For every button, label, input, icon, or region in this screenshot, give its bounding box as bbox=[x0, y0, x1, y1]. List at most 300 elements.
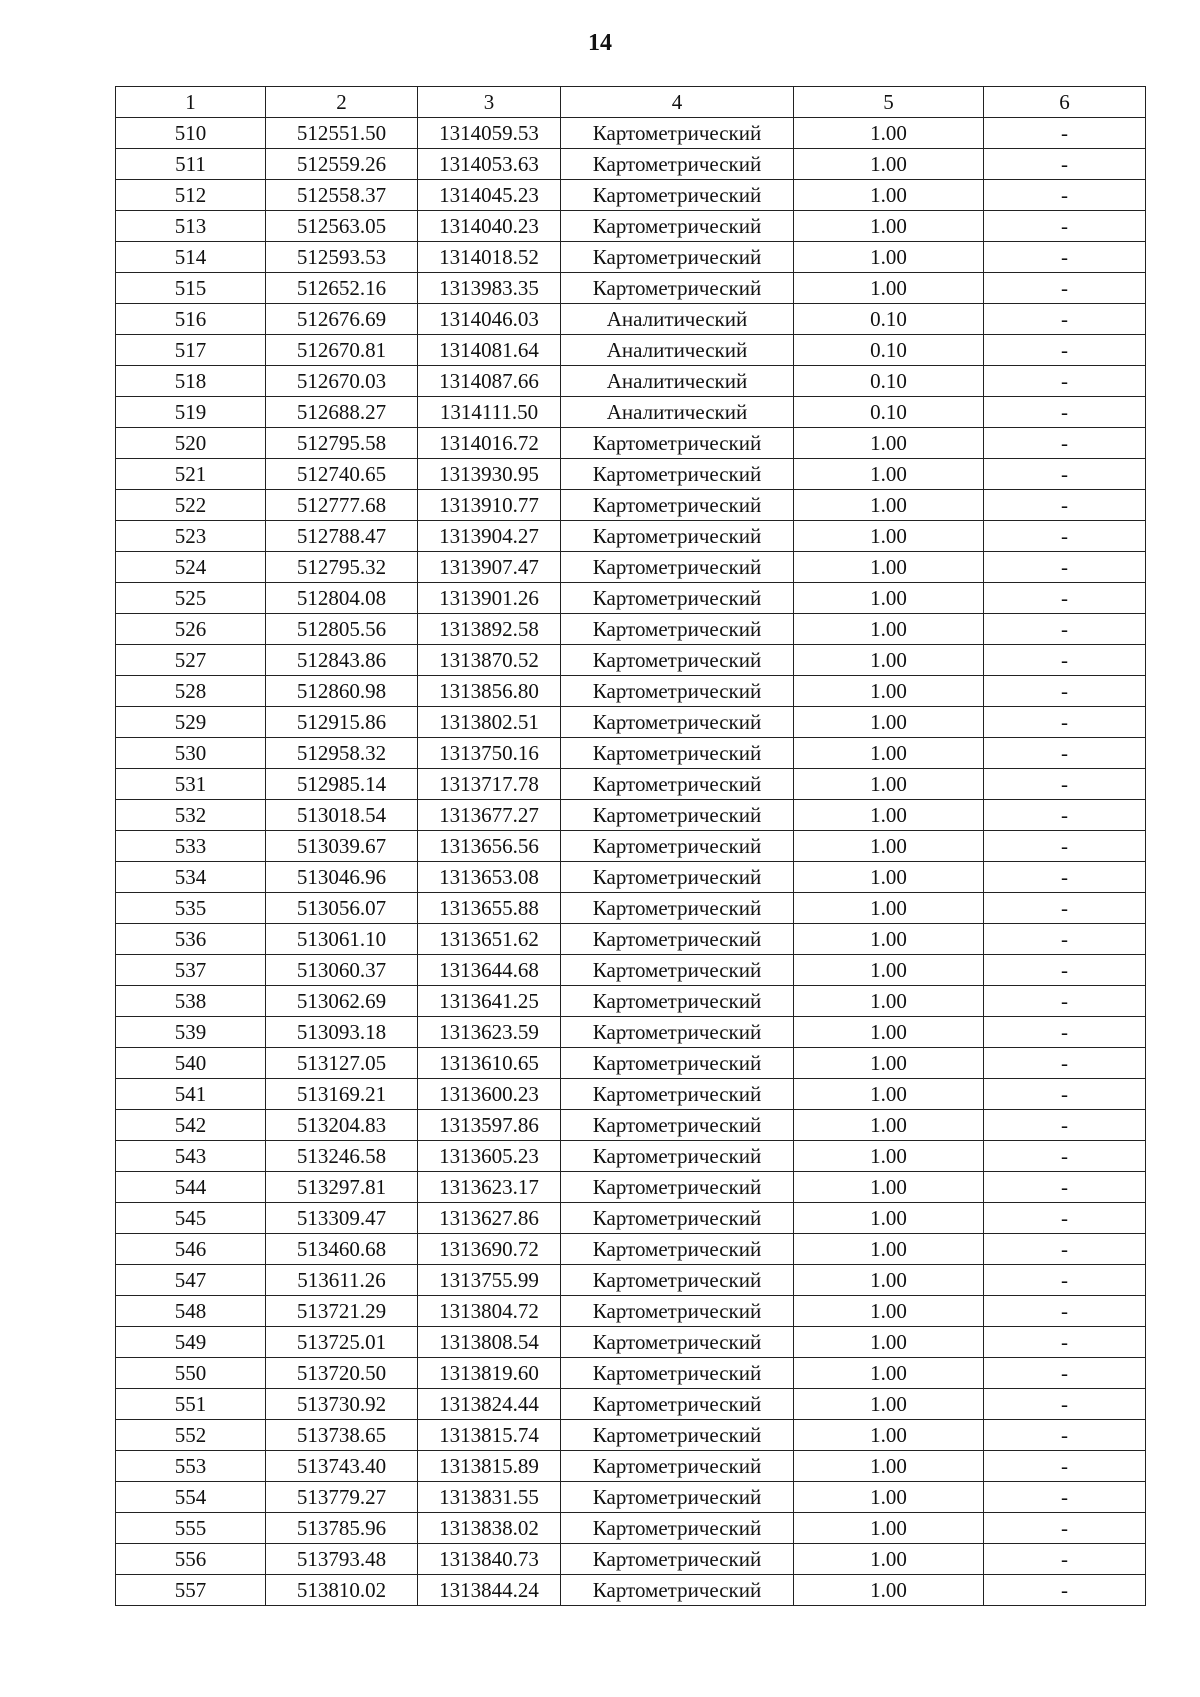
accuracy-cell: 1.00 bbox=[794, 1575, 984, 1606]
method-cell: Картометрический bbox=[561, 583, 794, 614]
method-cell: Картометрический bbox=[561, 1389, 794, 1420]
y-coordinate-cell: 1313653.08 bbox=[418, 862, 561, 893]
y-coordinate-cell: 1313804.72 bbox=[418, 1296, 561, 1327]
table-row bbox=[116, 1482, 1146, 1513]
x-coordinate-cell: 512788.47 bbox=[266, 521, 418, 552]
note-cell: - bbox=[984, 1079, 1146, 1110]
table-row bbox=[116, 1234, 1146, 1265]
y-coordinate-cell: 1313815.89 bbox=[418, 1451, 561, 1482]
accuracy-cell: 1.00 bbox=[794, 273, 984, 304]
x-coordinate-cell: 512593.53 bbox=[266, 242, 418, 273]
method-cell: Картометрический bbox=[561, 1265, 794, 1296]
x-coordinate-cell: 513297.81 bbox=[266, 1172, 418, 1203]
x-coordinate-cell: 512915.86 bbox=[266, 707, 418, 738]
x-coordinate-cell: 513127.05 bbox=[266, 1048, 418, 1079]
accuracy-cell: 1.00 bbox=[794, 707, 984, 738]
accuracy-cell: 1.00 bbox=[794, 1544, 984, 1575]
note-cell: - bbox=[984, 397, 1146, 428]
table-row bbox=[116, 1513, 1146, 1544]
accuracy-cell: 0.10 bbox=[794, 366, 984, 397]
accuracy-cell: 1.00 bbox=[794, 1451, 984, 1482]
point-number-cell: 547 bbox=[116, 1265, 266, 1296]
table-row bbox=[116, 986, 1146, 1017]
method-cell: Картометрический bbox=[561, 707, 794, 738]
note-cell: - bbox=[984, 862, 1146, 893]
table-row bbox=[116, 862, 1146, 893]
accuracy-cell: 1.00 bbox=[794, 645, 984, 676]
point-number-cell: 525 bbox=[116, 583, 266, 614]
x-coordinate-cell: 513039.67 bbox=[266, 831, 418, 862]
x-coordinate-cell: 512688.27 bbox=[266, 397, 418, 428]
x-coordinate-cell: 512563.05 bbox=[266, 211, 418, 242]
x-coordinate-cell: 513725.01 bbox=[266, 1327, 418, 1358]
method-cell: Картометрический bbox=[561, 1048, 794, 1079]
x-coordinate-cell: 513060.37 bbox=[266, 955, 418, 986]
note-cell: - bbox=[984, 490, 1146, 521]
y-coordinate-cell: 1313750.16 bbox=[418, 738, 561, 769]
note-cell: - bbox=[984, 366, 1146, 397]
table-row bbox=[116, 1451, 1146, 1482]
method-cell: Картометрический bbox=[561, 1544, 794, 1575]
accuracy-cell: 1.00 bbox=[794, 924, 984, 955]
point-number-cell: 512 bbox=[116, 180, 266, 211]
table-row bbox=[116, 800, 1146, 831]
note-cell: - bbox=[984, 645, 1146, 676]
accuracy-cell: 0.10 bbox=[794, 304, 984, 335]
point-number-cell: 514 bbox=[116, 242, 266, 273]
x-coordinate-cell: 513046.96 bbox=[266, 862, 418, 893]
point-number-cell: 520 bbox=[116, 428, 266, 459]
method-cell: Картометрический bbox=[561, 118, 794, 149]
point-number-cell: 538 bbox=[116, 986, 266, 1017]
point-number-cell: 542 bbox=[116, 1110, 266, 1141]
x-coordinate-cell: 513018.54 bbox=[266, 800, 418, 831]
x-coordinate-cell: 513810.02 bbox=[266, 1575, 418, 1606]
accuracy-cell: 1.00 bbox=[794, 211, 984, 242]
method-cell: Картометрический bbox=[561, 955, 794, 986]
y-coordinate-cell: 1313600.23 bbox=[418, 1079, 561, 1110]
table-row bbox=[116, 1017, 1146, 1048]
note-cell: - bbox=[984, 335, 1146, 366]
note-cell: - bbox=[984, 924, 1146, 955]
point-number-cell: 533 bbox=[116, 831, 266, 862]
accuracy-cell: 0.10 bbox=[794, 397, 984, 428]
method-cell: Картометрический bbox=[561, 273, 794, 304]
x-coordinate-cell: 513743.40 bbox=[266, 1451, 418, 1482]
table-row bbox=[116, 304, 1146, 335]
y-coordinate-cell: 1314053.63 bbox=[418, 149, 561, 180]
point-number-cell: 531 bbox=[116, 769, 266, 800]
accuracy-cell: 1.00 bbox=[794, 490, 984, 521]
accuracy-cell: 1.00 bbox=[794, 800, 984, 831]
y-coordinate-cell: 1313641.25 bbox=[418, 986, 561, 1017]
y-coordinate-cell: 1313610.65 bbox=[418, 1048, 561, 1079]
coordinates-table bbox=[115, 86, 1146, 1606]
accuracy-cell: 1.00 bbox=[794, 1017, 984, 1048]
point-number-cell: 515 bbox=[116, 273, 266, 304]
point-number-cell: 552 bbox=[116, 1420, 266, 1451]
y-coordinate-cell: 1313892.58 bbox=[418, 614, 561, 645]
method-cell: Картометрический bbox=[561, 180, 794, 211]
note-cell: - bbox=[984, 1110, 1146, 1141]
table-row bbox=[116, 1544, 1146, 1575]
point-number-cell: 553 bbox=[116, 1451, 266, 1482]
table-row bbox=[116, 1296, 1146, 1327]
table-row bbox=[116, 1048, 1146, 1079]
y-coordinate-cell: 1313819.60 bbox=[418, 1358, 561, 1389]
point-number-cell: 519 bbox=[116, 397, 266, 428]
method-cell: Картометрический bbox=[561, 924, 794, 955]
table-row bbox=[116, 521, 1146, 552]
y-coordinate-cell: 1313623.17 bbox=[418, 1172, 561, 1203]
note-cell: - bbox=[984, 1575, 1146, 1606]
method-cell: Картометрический bbox=[561, 1203, 794, 1234]
point-number-cell: 549 bbox=[116, 1327, 266, 1358]
y-coordinate-cell: 1313824.44 bbox=[418, 1389, 561, 1420]
note-cell: - bbox=[984, 521, 1146, 552]
method-cell: Картометрический bbox=[561, 459, 794, 490]
note-cell: - bbox=[984, 1048, 1146, 1079]
method-cell: Картометрический bbox=[561, 1296, 794, 1327]
accuracy-cell: 1.00 bbox=[794, 1172, 984, 1203]
accuracy-cell: 1.00 bbox=[794, 521, 984, 552]
x-coordinate-cell: 513738.65 bbox=[266, 1420, 418, 1451]
note-cell: - bbox=[984, 242, 1146, 273]
accuracy-cell: 1.00 bbox=[794, 428, 984, 459]
note-cell: - bbox=[984, 552, 1146, 583]
point-number-cell: 534 bbox=[116, 862, 266, 893]
accuracy-cell: 1.00 bbox=[794, 180, 984, 211]
x-coordinate-cell: 512860.98 bbox=[266, 676, 418, 707]
accuracy-cell: 1.00 bbox=[794, 552, 984, 583]
table-row bbox=[116, 1389, 1146, 1420]
note-cell: - bbox=[984, 1358, 1146, 1389]
point-number-cell: 517 bbox=[116, 335, 266, 366]
method-cell: Картометрический bbox=[561, 1234, 794, 1265]
table-row bbox=[116, 552, 1146, 583]
y-coordinate-cell: 1313597.86 bbox=[418, 1110, 561, 1141]
x-coordinate-cell: 512551.50 bbox=[266, 118, 418, 149]
table-row bbox=[116, 397, 1146, 428]
point-number-cell: 540 bbox=[116, 1048, 266, 1079]
x-coordinate-cell: 512558.37 bbox=[266, 180, 418, 211]
point-number-cell: 530 bbox=[116, 738, 266, 769]
table-row bbox=[116, 738, 1146, 769]
accuracy-cell: 1.00 bbox=[794, 1110, 984, 1141]
column-header-1: 1 bbox=[116, 87, 266, 118]
point-number-cell: 555 bbox=[116, 1513, 266, 1544]
y-coordinate-cell: 1313808.54 bbox=[418, 1327, 561, 1358]
method-cell: Картометрический bbox=[561, 769, 794, 800]
point-number-cell: 516 bbox=[116, 304, 266, 335]
table-row bbox=[116, 1575, 1146, 1606]
note-cell: - bbox=[984, 1141, 1146, 1172]
method-cell: Картометрический bbox=[561, 1172, 794, 1203]
point-number-cell: 523 bbox=[116, 521, 266, 552]
point-number-cell: 544 bbox=[116, 1172, 266, 1203]
method-cell: Картометрический bbox=[561, 1420, 794, 1451]
method-cell: Картометрический bbox=[561, 1575, 794, 1606]
note-cell: - bbox=[984, 1017, 1146, 1048]
y-coordinate-cell: 1313717.78 bbox=[418, 769, 561, 800]
table-row bbox=[116, 1079, 1146, 1110]
method-cell: Картометрический bbox=[561, 1513, 794, 1544]
x-coordinate-cell: 512985.14 bbox=[266, 769, 418, 800]
table-row bbox=[116, 707, 1146, 738]
y-coordinate-cell: 1314016.72 bbox=[418, 428, 561, 459]
accuracy-cell: 1.00 bbox=[794, 676, 984, 707]
x-coordinate-cell: 512958.32 bbox=[266, 738, 418, 769]
point-number-cell: 527 bbox=[116, 645, 266, 676]
point-number-cell: 557 bbox=[116, 1575, 266, 1606]
point-number-cell: 532 bbox=[116, 800, 266, 831]
method-cell: Аналитический bbox=[561, 366, 794, 397]
accuracy-cell: 1.00 bbox=[794, 1358, 984, 1389]
accuracy-cell: 1.00 bbox=[794, 955, 984, 986]
accuracy-cell: 1.00 bbox=[794, 242, 984, 273]
y-coordinate-cell: 1314087.66 bbox=[418, 366, 561, 397]
accuracy-cell: 1.00 bbox=[794, 738, 984, 769]
table-row bbox=[116, 1203, 1146, 1234]
method-cell: Картометрический bbox=[561, 738, 794, 769]
y-coordinate-cell: 1313904.27 bbox=[418, 521, 561, 552]
y-coordinate-cell: 1313844.24 bbox=[418, 1575, 561, 1606]
point-number-cell: 528 bbox=[116, 676, 266, 707]
method-cell: Картометрический bbox=[561, 1358, 794, 1389]
x-coordinate-cell: 513720.50 bbox=[266, 1358, 418, 1389]
table-row bbox=[116, 335, 1146, 366]
x-coordinate-cell: 512740.65 bbox=[266, 459, 418, 490]
accuracy-cell: 1.00 bbox=[794, 118, 984, 149]
note-cell: - bbox=[984, 304, 1146, 335]
method-cell: Картометрический bbox=[561, 1079, 794, 1110]
table-row bbox=[116, 924, 1146, 955]
note-cell: - bbox=[984, 118, 1146, 149]
table-row bbox=[116, 893, 1146, 924]
y-coordinate-cell: 1313840.73 bbox=[418, 1544, 561, 1575]
y-coordinate-cell: 1313677.27 bbox=[418, 800, 561, 831]
method-cell: Картометрический bbox=[561, 211, 794, 242]
x-coordinate-cell: 512795.32 bbox=[266, 552, 418, 583]
point-number-cell: 537 bbox=[116, 955, 266, 986]
point-number-cell: 513 bbox=[116, 211, 266, 242]
note-cell: - bbox=[984, 459, 1146, 490]
table-row bbox=[116, 1265, 1146, 1296]
table-row bbox=[116, 273, 1146, 304]
table-row bbox=[116, 1358, 1146, 1389]
note-cell: - bbox=[984, 428, 1146, 459]
note-cell: - bbox=[984, 707, 1146, 738]
x-coordinate-cell: 513309.47 bbox=[266, 1203, 418, 1234]
accuracy-cell: 1.00 bbox=[794, 583, 984, 614]
x-coordinate-cell: 513460.68 bbox=[266, 1234, 418, 1265]
accuracy-cell: 1.00 bbox=[794, 831, 984, 862]
table-row bbox=[116, 583, 1146, 614]
note-cell: - bbox=[984, 986, 1146, 1017]
accuracy-cell: 1.00 bbox=[794, 1203, 984, 1234]
x-coordinate-cell: 513721.29 bbox=[266, 1296, 418, 1327]
x-coordinate-cell: 512805.56 bbox=[266, 614, 418, 645]
method-cell: Аналитический bbox=[561, 304, 794, 335]
y-coordinate-cell: 1313627.86 bbox=[418, 1203, 561, 1234]
table-row bbox=[116, 211, 1146, 242]
note-cell: - bbox=[984, 1420, 1146, 1451]
note-cell: - bbox=[984, 583, 1146, 614]
point-number-cell: 510 bbox=[116, 118, 266, 149]
x-coordinate-cell: 513093.18 bbox=[266, 1017, 418, 1048]
point-number-cell: 535 bbox=[116, 893, 266, 924]
y-coordinate-cell: 1313930.95 bbox=[418, 459, 561, 490]
accuracy-cell: 1.00 bbox=[794, 1513, 984, 1544]
accuracy-cell: 1.00 bbox=[794, 1296, 984, 1327]
accuracy-cell: 1.00 bbox=[794, 1482, 984, 1513]
y-coordinate-cell: 1313831.55 bbox=[418, 1482, 561, 1513]
method-cell: Картометрический bbox=[561, 1482, 794, 1513]
y-coordinate-cell: 1313651.62 bbox=[418, 924, 561, 955]
x-coordinate-cell: 513785.96 bbox=[266, 1513, 418, 1544]
accuracy-cell: 1.00 bbox=[794, 1420, 984, 1451]
point-number-cell: 554 bbox=[116, 1482, 266, 1513]
table-row bbox=[116, 676, 1146, 707]
note-cell: - bbox=[984, 180, 1146, 211]
x-coordinate-cell: 513056.07 bbox=[266, 893, 418, 924]
method-cell: Картометрический bbox=[561, 490, 794, 521]
table-row bbox=[116, 1420, 1146, 1451]
accuracy-cell: 1.00 bbox=[794, 1048, 984, 1079]
x-coordinate-cell: 512795.58 bbox=[266, 428, 418, 459]
point-number-cell: 550 bbox=[116, 1358, 266, 1389]
point-number-cell: 529 bbox=[116, 707, 266, 738]
y-coordinate-cell: 1314045.23 bbox=[418, 180, 561, 211]
x-coordinate-cell: 513779.27 bbox=[266, 1482, 418, 1513]
accuracy-cell: 1.00 bbox=[794, 1141, 984, 1172]
page-number: 14 bbox=[588, 30, 612, 56]
table-row bbox=[116, 831, 1146, 862]
method-cell: Аналитический bbox=[561, 335, 794, 366]
table-row bbox=[116, 242, 1146, 273]
method-cell: Картометрический bbox=[561, 1017, 794, 1048]
accuracy-cell: 1.00 bbox=[794, 1079, 984, 1110]
method-cell: Картометрический bbox=[561, 986, 794, 1017]
point-number-cell: 546 bbox=[116, 1234, 266, 1265]
note-cell: - bbox=[984, 1482, 1146, 1513]
note-cell: - bbox=[984, 1389, 1146, 1420]
note-cell: - bbox=[984, 1513, 1146, 1544]
table-row bbox=[116, 459, 1146, 490]
note-cell: - bbox=[984, 273, 1146, 304]
y-coordinate-cell: 1314081.64 bbox=[418, 335, 561, 366]
y-coordinate-cell: 1313690.72 bbox=[418, 1234, 561, 1265]
x-coordinate-cell: 513062.69 bbox=[266, 986, 418, 1017]
note-cell: - bbox=[984, 769, 1146, 800]
point-number-cell: 556 bbox=[116, 1544, 266, 1575]
y-coordinate-cell: 1314040.23 bbox=[418, 211, 561, 242]
point-number-cell: 511 bbox=[116, 149, 266, 180]
table-row bbox=[116, 149, 1146, 180]
note-cell: - bbox=[984, 149, 1146, 180]
point-number-cell: 526 bbox=[116, 614, 266, 645]
method-cell: Картометрический bbox=[561, 831, 794, 862]
method-cell: Картометрический bbox=[561, 645, 794, 676]
y-coordinate-cell: 1314046.03 bbox=[418, 304, 561, 335]
accuracy-cell: 0.10 bbox=[794, 335, 984, 366]
point-number-cell: 536 bbox=[116, 924, 266, 955]
point-number-cell: 521 bbox=[116, 459, 266, 490]
note-cell: - bbox=[984, 676, 1146, 707]
table-row bbox=[116, 366, 1146, 397]
table-row bbox=[116, 769, 1146, 800]
x-coordinate-cell: 512670.81 bbox=[266, 335, 418, 366]
x-coordinate-cell: 512559.26 bbox=[266, 149, 418, 180]
table-header bbox=[116, 87, 1146, 118]
x-coordinate-cell: 512804.08 bbox=[266, 583, 418, 614]
note-cell: - bbox=[984, 800, 1146, 831]
method-cell: Картометрический bbox=[561, 521, 794, 552]
y-coordinate-cell: 1313623.59 bbox=[418, 1017, 561, 1048]
method-cell: Картометрический bbox=[561, 614, 794, 645]
table-row bbox=[116, 180, 1146, 211]
x-coordinate-cell: 512676.69 bbox=[266, 304, 418, 335]
x-coordinate-cell: 513730.92 bbox=[266, 1389, 418, 1420]
point-number-cell: 545 bbox=[116, 1203, 266, 1234]
y-coordinate-cell: 1313838.02 bbox=[418, 1513, 561, 1544]
method-cell: Картометрический bbox=[561, 428, 794, 459]
note-cell: - bbox=[984, 1234, 1146, 1265]
x-coordinate-cell: 512670.03 bbox=[266, 366, 418, 397]
accuracy-cell: 1.00 bbox=[794, 1327, 984, 1358]
y-coordinate-cell: 1313901.26 bbox=[418, 583, 561, 614]
method-cell: Картометрический bbox=[561, 800, 794, 831]
accuracy-cell: 1.00 bbox=[794, 459, 984, 490]
x-coordinate-cell: 513793.48 bbox=[266, 1544, 418, 1575]
y-coordinate-cell: 1313755.99 bbox=[418, 1265, 561, 1296]
note-cell: - bbox=[984, 1327, 1146, 1358]
point-number-cell: 548 bbox=[116, 1296, 266, 1327]
note-cell: - bbox=[984, 955, 1146, 986]
x-coordinate-cell: 513611.26 bbox=[266, 1265, 418, 1296]
point-number-cell: 522 bbox=[116, 490, 266, 521]
table-row bbox=[116, 1110, 1146, 1141]
y-coordinate-cell: 1314111.50 bbox=[418, 397, 561, 428]
point-number-cell: 539 bbox=[116, 1017, 266, 1048]
accuracy-cell: 1.00 bbox=[794, 1234, 984, 1265]
note-cell: - bbox=[984, 831, 1146, 862]
y-coordinate-cell: 1314018.52 bbox=[418, 242, 561, 273]
method-cell: Картометрический bbox=[561, 676, 794, 707]
note-cell: - bbox=[984, 1265, 1146, 1296]
point-number-cell: 518 bbox=[116, 366, 266, 397]
point-number-cell: 551 bbox=[116, 1389, 266, 1420]
table-row bbox=[116, 1327, 1146, 1358]
accuracy-cell: 1.00 bbox=[794, 1265, 984, 1296]
note-cell: - bbox=[984, 211, 1146, 242]
y-coordinate-cell: 1313644.68 bbox=[418, 955, 561, 986]
method-cell: Аналитический bbox=[561, 397, 794, 428]
table-row bbox=[116, 955, 1146, 986]
table-body bbox=[116, 118, 1146, 1606]
accuracy-cell: 1.00 bbox=[794, 614, 984, 645]
y-coordinate-cell: 1313802.51 bbox=[418, 707, 561, 738]
column-header-2: 2 bbox=[266, 87, 418, 118]
accuracy-cell: 1.00 bbox=[794, 893, 984, 924]
table-row bbox=[116, 614, 1146, 645]
x-coordinate-cell: 512652.16 bbox=[266, 273, 418, 304]
accuracy-cell: 1.00 bbox=[794, 862, 984, 893]
y-coordinate-cell: 1313605.23 bbox=[418, 1141, 561, 1172]
y-coordinate-cell: 1313870.52 bbox=[418, 645, 561, 676]
x-coordinate-cell: 513061.10 bbox=[266, 924, 418, 955]
x-coordinate-cell: 512777.68 bbox=[266, 490, 418, 521]
